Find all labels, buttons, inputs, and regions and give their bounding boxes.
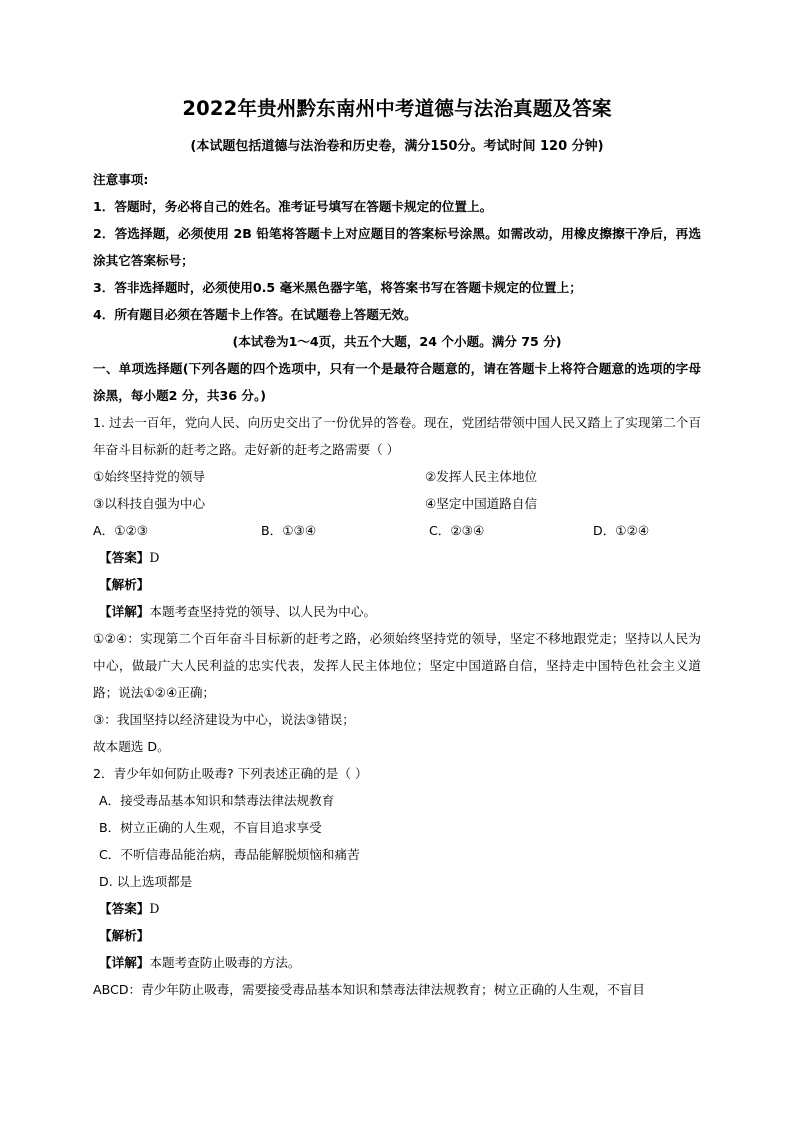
choice-a[interactable]: A．①②③ <box>93 523 149 538</box>
detail-paragraph: ①②④：实现第二个百年奋斗目标新的赶考之路，必须始终坚持党的领导，坚定不移地跟党走；坚持以人民为中心，做最广大人民利益的忠实代表，发挥人民主体地位；坚定中国道路自信，坚持走中国特色社会主义道路；说法①②④正确； <box>93 631 701 700</box>
notice-item: 4．所有题目必须在答题卡上作答。在试题卷上答题无效。 <box>93 307 417 322</box>
notice-item: 1．答题时，务必将自己的姓名。准考证号填写在答题卡规定的位置上。 <box>93 199 493 214</box>
answer-line <box>93 544 701 571</box>
analysis-line <box>93 571 701 598</box>
page-content <box>93 0 701 1003</box>
document-subtitle: (本试题包括道德与法治卷和历史卷，满分150分。考试时间 120 分钟) <box>190 139 604 154</box>
choice-c[interactable]: C．不听信毒品能治病，毒品能解脱烦恼和痛苦 <box>99 847 360 862</box>
notice-item: 3．答非选择题时，必须使用0.5 毫米黑色器字笔，将答案书写在答题卡规定的位置上； <box>93 280 582 295</box>
choice-row <box>93 517 701 544</box>
detail-paragraph: 故本题选 D。 <box>93 739 170 754</box>
numbered-option: ①始终坚持党的领导 <box>93 469 206 484</box>
choice-d[interactable]: D. 以上选项都是 <box>99 874 193 889</box>
question-stem: 2．青少年如何防止吸毒? 下列表述正确的是（ ） <box>93 766 368 781</box>
answer-tag: 【答案】 <box>99 550 150 565</box>
section-heading-multiple-choice: 一、单项选择题(下列各题的四个选项中，只有一个是最符合题意的，请在答题卡上将符合题意的选项的字母涂黑，每小题2 分，共36 分。) <box>93 361 701 403</box>
notice-heading: 注意事项: <box>93 172 149 187</box>
paper-scope-note: (本试卷为1～4页，共五个大题，24 个小题。满分 75 分) <box>232 334 562 349</box>
answer-value: D <box>149 550 160 565</box>
detail-text: 本题考查防止吸毒的方法。 <box>149 955 301 970</box>
page-title: 2022年贵州黔东南州中考道德与法治真题及答案 <box>182 97 612 120</box>
choice-c[interactable]: C．②③④ <box>429 523 485 538</box>
choice-b[interactable]: B．树立正确的人生观，不盲目追求享受 <box>99 820 322 835</box>
numbered-option: ④坚定中国道路自信 <box>425 496 538 511</box>
answer-value: D <box>149 901 160 916</box>
detail-line <box>93 598 701 625</box>
detail-tag: 【详解】 <box>99 604 150 619</box>
detail-line <box>93 949 701 976</box>
detail-paragraph: ③：我国坚持以经济建设为中心，说法③错误； <box>93 712 355 727</box>
analysis-tag: 【解析】 <box>99 577 150 592</box>
numbered-option: ③以科技自强为中心 <box>93 496 206 511</box>
detail-tag: 【详解】 <box>99 955 150 970</box>
choice-b[interactable]: B．①③④ <box>261 523 317 538</box>
answer-line <box>93 895 701 922</box>
detail-paragraph: ABCD：青少年防止吸毒，需要接受毒品基本知识和禁毒法律法规教育；树立正确的人生观，不盲目 <box>93 982 645 997</box>
numbered-option-row <box>93 490 701 517</box>
choice-d[interactable]: D．①②④ <box>593 523 650 538</box>
notice-item: 2．答选择题，必须使用 2B 铅笔将答题卡上对应题目的答案标号涂黑。如需改动，用橡皮擦擦干净后，再选涂其它答案标号； <box>93 226 701 268</box>
choice-a[interactable]: A．接受毒品基本知识和禁毒法律法规教育 <box>99 793 335 808</box>
analysis-tag: 【解析】 <box>99 928 150 943</box>
analysis-line <box>93 922 701 949</box>
answer-tag: 【答案】 <box>99 901 150 916</box>
detail-text: 本题考查坚持党的领导、以人民为中心。 <box>149 604 377 619</box>
numbered-option: ②发挥人民主体地位 <box>425 469 538 484</box>
question-stem: 1. 过去一百年，党向人民、向历史交出了一份优异的答卷。现在，党团结带领中国人民又踏上了实现第二个百年奋斗目标新的赶考之路。走好新的赶考之路需要（ ） <box>93 415 701 457</box>
numbered-option-row <box>93 463 701 490</box>
